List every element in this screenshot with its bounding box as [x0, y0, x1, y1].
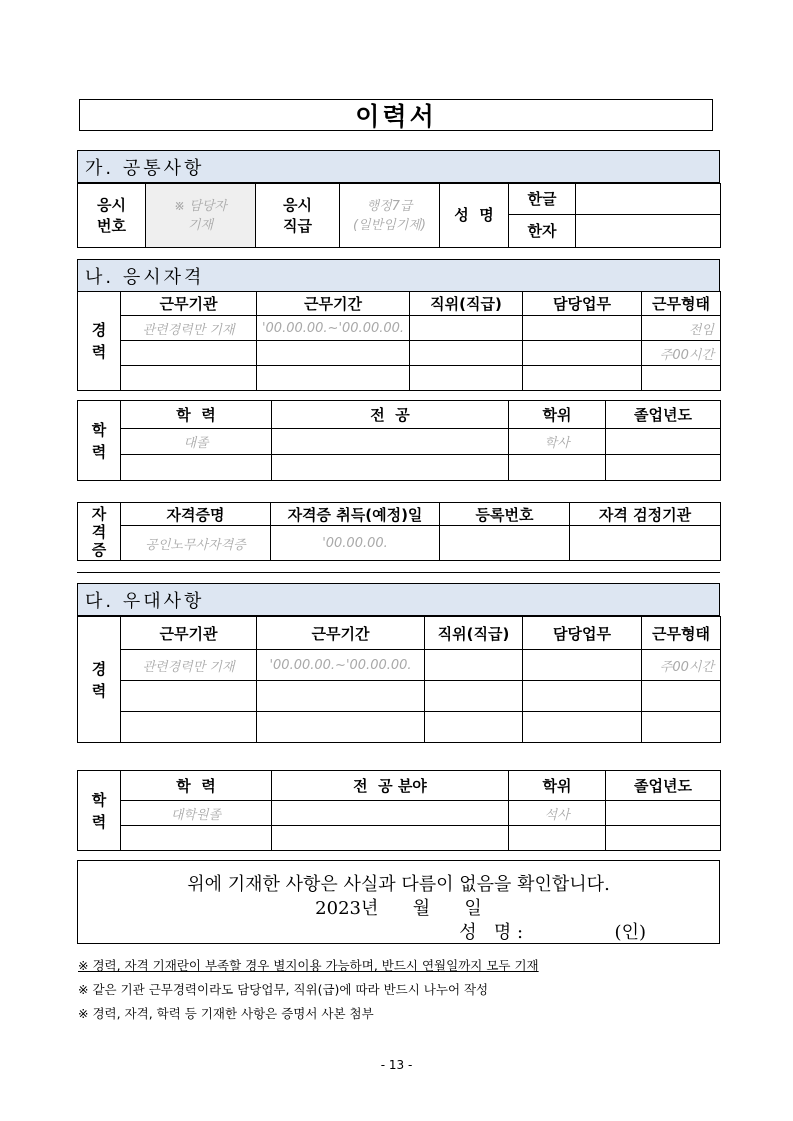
page-number: - 13 - [380, 1058, 413, 1072]
col-header: 전 공 분야 [272, 771, 509, 801]
table-row [78, 801, 721, 826]
table-cell[interactable] [523, 366, 642, 391]
license-side-label: 자 격 증 [78, 503, 121, 561]
col-header: 자격증 취득(예정)일 [271, 503, 440, 526]
table-cell[interactable] [272, 429, 509, 455]
table-row [78, 366, 721, 391]
table-cell[interactable] [121, 341, 257, 366]
note-item: ※ 경력, 자격, 학력 등 기재한 사항은 증명서 사본 첨부 [78, 1006, 374, 1021]
table-cell[interactable] [523, 316, 642, 341]
col-header: 근무기간 [257, 292, 410, 316]
col-header: 졸업년도 [606, 771, 721, 801]
col-header: 직위(직급) [410, 292, 523, 316]
name-label: 성 명 [440, 184, 509, 248]
col-header: 담당업무 [523, 617, 642, 650]
exam-grade-field[interactable]: 행정7급 (일반임기제) [340, 184, 440, 248]
col-header: 근무기관 [121, 617, 257, 650]
table-cell[interactable] [257, 366, 410, 391]
table-cell[interactable] [523, 650, 642, 681]
table-cell[interactable]: 공인노무사자격증 [121, 526, 271, 561]
col-header: 근무형태 [642, 617, 721, 650]
table-cell[interactable]: '00.00.00.~'00.00.00. [257, 650, 425, 681]
table-cell[interactable] [509, 826, 606, 851]
education-side-label: 학 력 [78, 401, 121, 481]
col-header: 근무기간 [257, 617, 425, 650]
confirmation-box [77, 860, 720, 944]
table-cell[interactable]: 학사 [509, 429, 606, 455]
table-cell[interactable]: 주00시간 [642, 650, 721, 681]
table-row [78, 826, 721, 851]
note-item: ※ 같은 기관 근무경력이라도 담당업무, 직위(급)에 따라 반드시 나누어 작성 [78, 982, 489, 997]
table-cell[interactable] [410, 366, 523, 391]
note-item: ※ 경력, 자격 기재란이 부족할 경우 별지이용 가능하며, 반드시 연월일까지 모두 기재 [78, 958, 539, 973]
table-cell[interactable]: '00.00.00. [271, 526, 440, 561]
preference-career-table [77, 616, 721, 743]
table-cell[interactable] [509, 455, 606, 481]
table-row [78, 455, 721, 481]
qualification-education-table [77, 400, 721, 481]
table-cell[interactable] [121, 826, 272, 851]
table-cell[interactable]: '00.00.00.~'00.00.00. [257, 316, 410, 341]
table-cell[interactable] [410, 316, 523, 341]
career-side-label: 경 력 [78, 292, 121, 391]
table-cell[interactable] [121, 455, 272, 481]
col-header: 학위 [509, 771, 606, 801]
table-cell[interactable] [606, 801, 721, 826]
table-cell[interactable]: 관련경력만 기재 [121, 650, 257, 681]
common-info-table [77, 183, 721, 248]
col-header: 직위(직급) [425, 617, 523, 650]
signature-line[interactable]: 성 명 : (인) [459, 922, 646, 943]
table-cell[interactable]: 석사 [509, 801, 606, 826]
col-header: 학 력 [121, 771, 272, 801]
table-cell[interactable]: 관련경력만 기재 [121, 316, 257, 341]
table-cell[interactable]: 대학원졸 [121, 801, 272, 826]
table-cell[interactable] [257, 681, 425, 712]
table-cell[interactable] [570, 526, 721, 561]
table-cell[interactable] [642, 712, 721, 743]
confirmation-statement: 위에 기재한 사항은 사실과 다름이 없음을 확인합니다. [187, 874, 610, 895]
section-b-heading: 나. 응시자격 [77, 259, 720, 292]
col-header: 자격증명 [121, 503, 271, 526]
table-cell[interactable]: 전임 [642, 316, 721, 341]
table-cell[interactable] [642, 681, 721, 712]
document-title: 이력서 [79, 99, 713, 131]
col-header: 근무기관 [121, 292, 257, 316]
table-cell[interactable] [121, 712, 257, 743]
table-row [78, 429, 721, 455]
career-side-label: 경 력 [78, 617, 121, 743]
col-header: 학 력 [121, 401, 272, 429]
section-a-heading: 가. 공통사항 [77, 150, 720, 183]
confirmation-date: 2023년 월 일 [315, 898, 482, 919]
table-cell[interactable] [425, 650, 523, 681]
table-cell[interactable] [121, 681, 257, 712]
table-row [78, 681, 721, 712]
table-row [78, 341, 721, 366]
table-cell[interactable] [272, 801, 509, 826]
table-cell[interactable] [425, 681, 523, 712]
exam-number-label: 응시 번호 [78, 184, 146, 248]
table-cell[interactable]: 주00시간 [642, 341, 721, 366]
table-cell[interactable] [272, 455, 509, 481]
exam-number-field[interactable]: ※ 담당자 기재 [146, 184, 256, 248]
col-header: 졸업년도 [606, 401, 721, 429]
table-cell[interactable] [410, 341, 523, 366]
license-table [77, 502, 721, 561]
table-cell[interactable]: 대졸 [121, 429, 272, 455]
name-hangul-field[interactable] [576, 184, 721, 215]
table-cell[interactable] [606, 826, 721, 851]
table-cell[interactable] [642, 366, 721, 391]
table-row [78, 712, 721, 743]
section-c-heading: 다. 우대사항 [77, 583, 720, 616]
name-hangul-label: 한글 [509, 184, 576, 215]
name-hanja-label: 한자 [509, 215, 576, 248]
table-cell[interactable] [523, 681, 642, 712]
table-cell[interactable] [523, 712, 642, 743]
table-cell[interactable] [606, 429, 721, 455]
col-header: 등록번호 [440, 503, 570, 526]
col-header: 근무형태 [642, 292, 721, 316]
table-cell[interactable] [606, 455, 721, 481]
exam-grade-label: 응시 직급 [256, 184, 340, 248]
preference-education-table [77, 770, 721, 851]
table-cell[interactable] [257, 341, 410, 366]
name-hanja-field[interactable] [576, 215, 721, 248]
col-header: 전 공 [272, 401, 509, 429]
section-divider [77, 572, 720, 573]
education-side-label: 학 력 [78, 771, 121, 851]
col-header: 담당업무 [523, 292, 642, 316]
table-cell[interactable] [440, 526, 570, 561]
table-row [78, 650, 721, 681]
col-header: 학위 [509, 401, 606, 429]
table-row [78, 316, 721, 341]
col-header: 자격 검정기관 [570, 503, 721, 526]
table-cell[interactable] [425, 712, 523, 743]
table-row [78, 526, 721, 561]
table-cell[interactable] [272, 826, 509, 851]
table-cell[interactable] [257, 712, 425, 743]
qualification-career-table [77, 291, 721, 391]
table-cell[interactable] [121, 366, 257, 391]
table-cell[interactable] [523, 341, 642, 366]
